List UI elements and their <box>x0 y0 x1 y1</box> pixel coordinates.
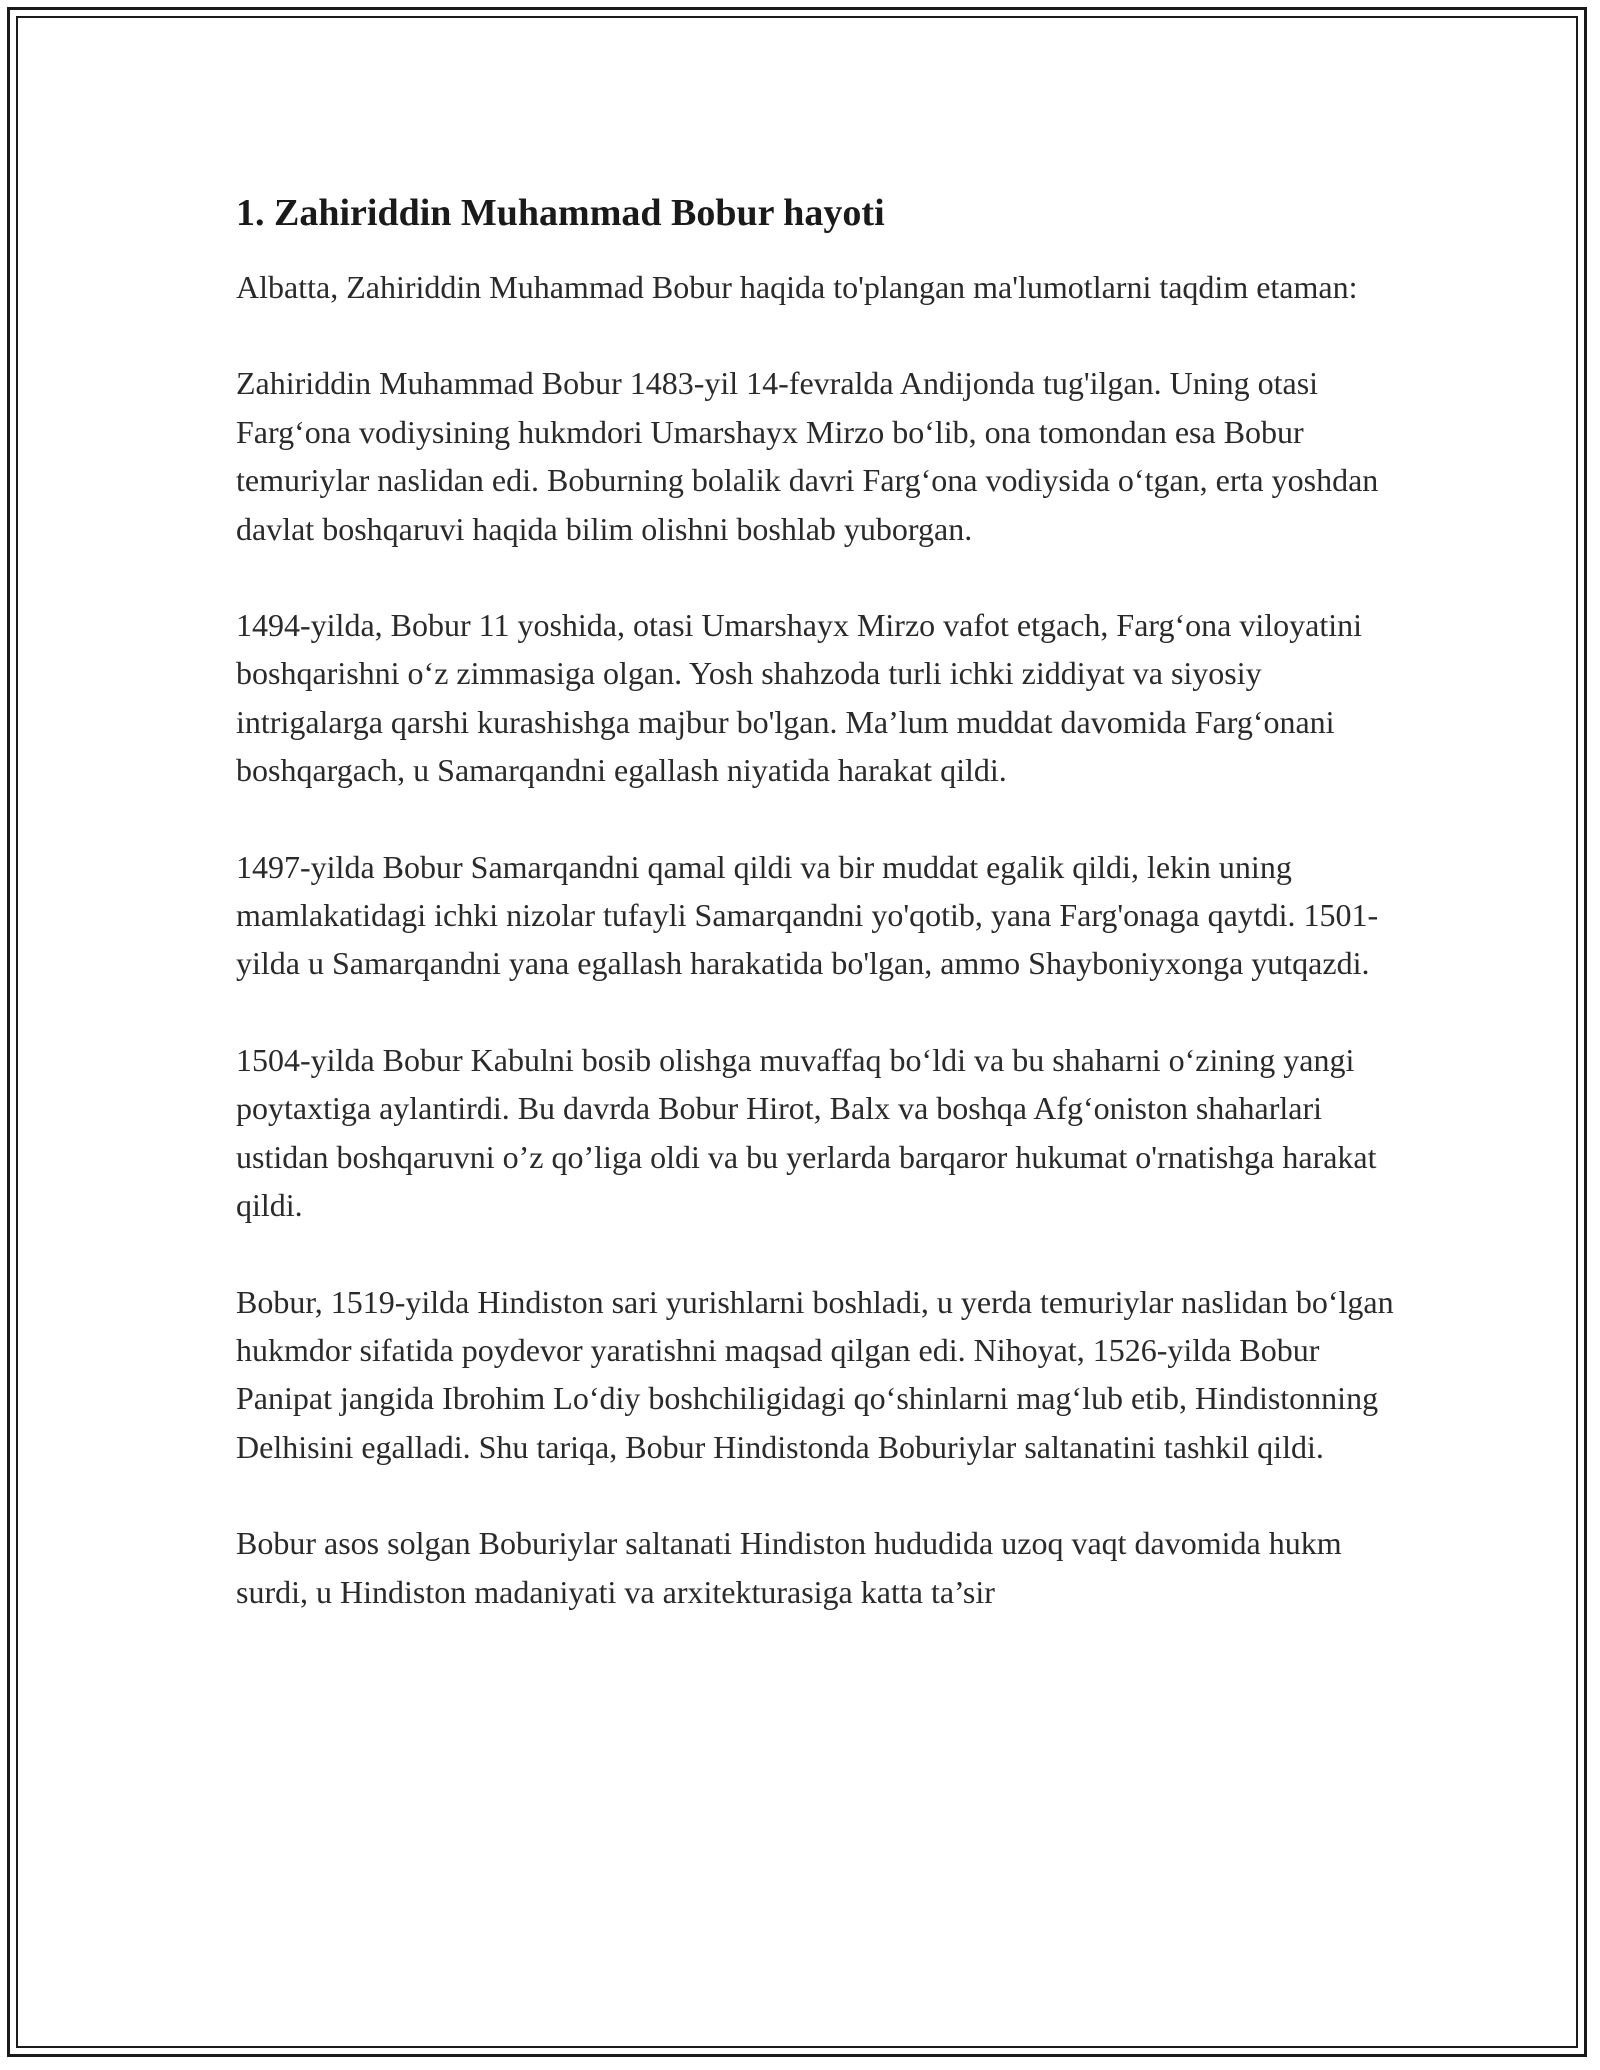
paragraph-intro: Albatta, Zahiriddin Muhammad Bobur haqida to'plangan ma'lumotlarni taqdim etaman: <box>236 269 1358 305</box>
paragraph-birth: Zahiriddin Muhammad Bobur 1483-yil 14-fevralda Andijonda tug'ilgan. Uning otasi Farg‘ona vodiysining hukmdori Umarshayx Mirzo bo‘lib, ona tomondan esa Bobur temuriylar naslidan edi. Boburning bolalik davri Farg‘ona vodiysida o‘tgan, erta yoshdan davlat boshqaruvi haqida bilim olishni boshlab yuborgan. <box>236 365 1379 547</box>
document-body <box>236 188 1396 1664</box>
paragraph-1519: Bobur, 1519-yilda Hindiston sari yurishlarni boshladi, u yerda temuriylar naslidan bo‘lgan hukmdor sifatida poydevor yaratishni maqsad qilgan edi. Nihoyat, 1526-yilda Bobur Panipat jangida Ibrohim Lo‘diy boshchiligidagi qo‘shinlarni mag‘lub etib, Hindistonning Delhisini egalladi. Shu tariqa, Bobur Hindistonda Boburiylar saltanatini tashkil qildi. <box>236 1283 1394 1465</box>
paragraph-1494: 1494-yilda, Bobur 11 yoshida, otasi Umarshayx Mirzo vafot etgach, Farg‘ona viloyatini boshqarishni o‘z zimmasiga olgan. Yosh shahzoda turli ichki ziddiyat va siyosiy intrigalarga qarshi kurashishga majbur bo'lgan. Ma’lum muddat davomida Farg‘onani boshqargach, u Samarqandni egallash niyatida harakat qildi. <box>236 607 1362 789</box>
paragraph-empire: Bobur asos solgan Boburiylar saltanati Hindiston hududida uzoq vaqt davomida hukm surdi, u Hindiston madaniyati va arxitekturasiga katta ta’sir <box>236 1525 1342 1610</box>
paragraph-1497: 1497-yilda Bobur Samarqandni qamal qildi va bir muddat egalik qildi, lekin uning mamlakatidagi ichki nizolar tufayli Samarqandni yo'qotib, yana Farg'onaga qaytdi. 1501-yilda u Samarqandni yana egallash harakatida bo'lgan, ammo Shayboniyxonga yutqazdi. <box>236 848 1379 982</box>
page-title: 1. Zahiriddin Muhammad Bobur hayoti <box>236 192 885 234</box>
paragraph-1504: 1504-yilda Bobur Kabulni bosib olishga muvaffaq bo‘ldi va bu shaharni o‘zining yangi poytaxtiga aylantirdi. Bu davrda Bobur Hirot, Balx va boshqa Afg‘oniston shaharlari ustidan boshqaruvni o’z qo’liga oldi va bu yerlarda barqaror hukumat o'rnatishga harakat qildi. <box>236 1041 1377 1224</box>
